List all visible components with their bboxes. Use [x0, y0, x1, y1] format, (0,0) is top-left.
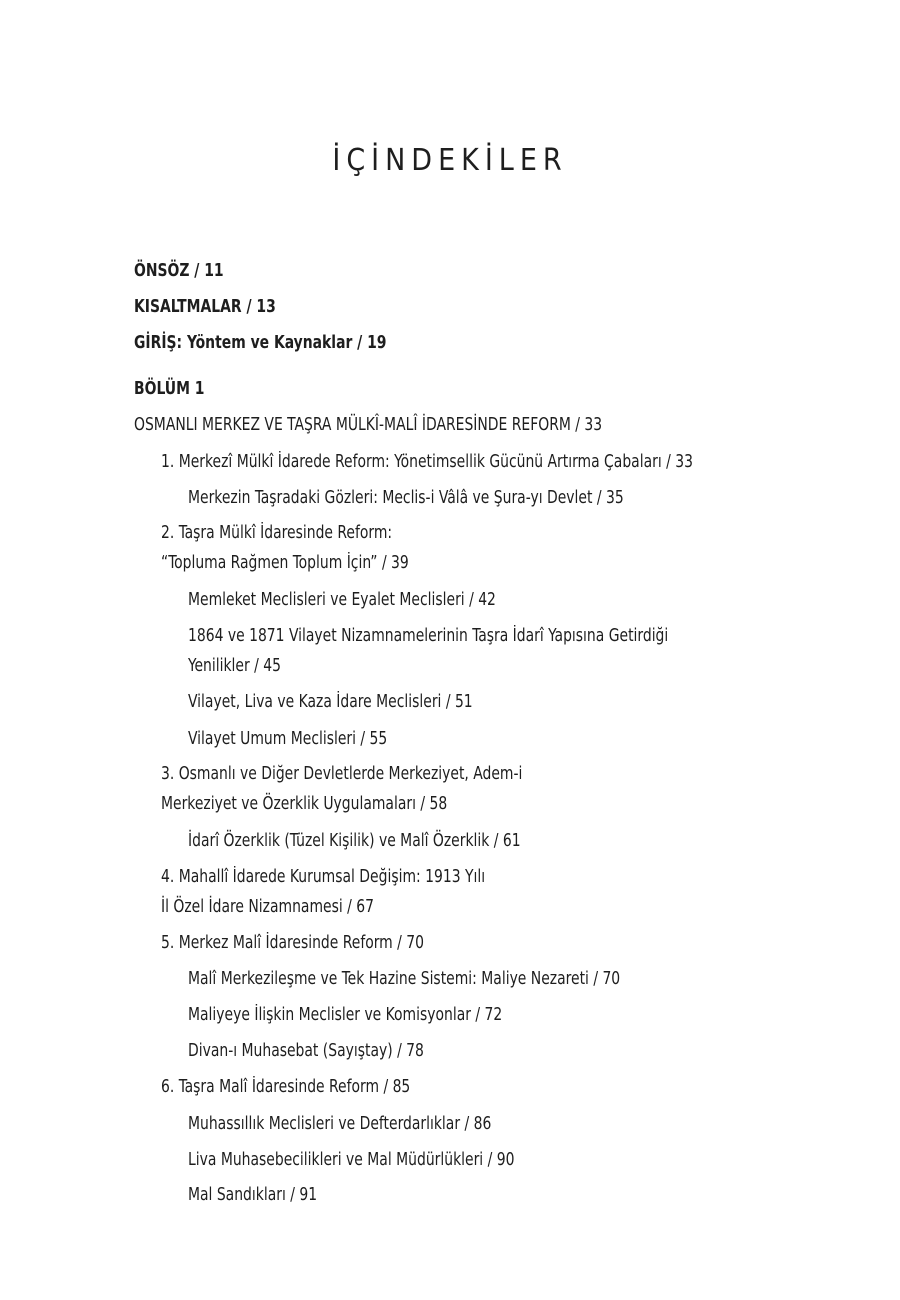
toc-front-abbreviations: KISALTMALAR / 13 — [134, 296, 276, 317]
toc-entry: Memleket Meclisleri ve Eyalet Meclisleri / 42 — [188, 589, 496, 610]
toc-entry: Malî Merkezileşme ve Tek Hazine Sistemi: Maliye Nezareti / 70 — [188, 968, 621, 989]
toc-entry: Vilayet Umum Meclisleri / 55 — [188, 728, 388, 749]
toc-entry: Maliyeye İlişkin Meclisler ve Komisyonlar / 72 — [188, 1004, 503, 1025]
toc-entry: Merkezin Taşradaki Gözleri: Meclis-i Vâlâ ve Şura-yı Devlet / 35 — [188, 487, 624, 508]
toc-front-preface: ÖNSÖZ / 11 — [134, 260, 224, 281]
toc-entry: Yenilikler / 45 — [188, 655, 281, 676]
toc-entry: Vilayet, Liva ve Kaza İdare Meclisleri / 51 — [188, 691, 473, 712]
toc-entry: Liva Muhasebecilikleri ve Mal Müdürlükleri / 90 — [188, 1149, 515, 1170]
toc-entry: 5. Merkez Malî İdaresinde Reform / 70 — [161, 932, 425, 953]
toc-entry: “Topluma Rağmen Toplum İçin” / 39 — [161, 552, 409, 573]
toc-entry: Merkeziyet ve Özerklik Uygulamaları / 58 — [161, 793, 448, 814]
toc-entry: 1864 ve 1871 Vilayet Nizamnamelerinin Taşra İdarî Yapısına Getirdiği — [188, 625, 669, 646]
toc-chapter-title: OSMANLI MERKEZ VE TAŞRA MÜLKÎ-MALÎ İDARESİNDE REFORM / 33 — [134, 414, 603, 435]
toc-entry: 4. Mahallî İdarede Kurumsal Değişim: 1913 Yılı — [161, 866, 486, 887]
toc-entry: Divan-ı Muhasebat (Sayıştay) / 78 — [188, 1040, 424, 1061]
page-title: İÇİNDEKİLER — [332, 143, 568, 178]
toc-entry: 3. Osmanlı ve Diğer Devletlerde Merkeziyet, Adem-i — [161, 763, 523, 784]
toc-entry: İdarî Özerklik (Tüzel Kişilik) ve Malî Özerklik / 61 — [188, 830, 521, 851]
toc-entry: 1. Merkezî Mülkî İdarede Reform: Yönetimsellik Gücünü Artırma Çabaları / 33 — [161, 451, 693, 472]
toc-chapter-label: BÖLÜM 1 — [134, 378, 205, 399]
toc-entry: 6. Taşra Malî İdaresinde Reform / 85 — [161, 1076, 411, 1097]
toc-front-introduction: GİRİŞ: Yöntem ve Kaynaklar / 19 — [134, 332, 387, 353]
toc-entry: İl Özel İdare Nizamnamesi / 67 — [161, 896, 374, 917]
toc-entry: Muhassıllık Meclisleri ve Defterdarlıklar / 86 — [188, 1113, 492, 1134]
toc-entry: 2. Taşra Mülkî İdaresinde Reform: — [161, 522, 393, 543]
toc-entry: Mal Sandıkları / 91 — [188, 1184, 318, 1205]
